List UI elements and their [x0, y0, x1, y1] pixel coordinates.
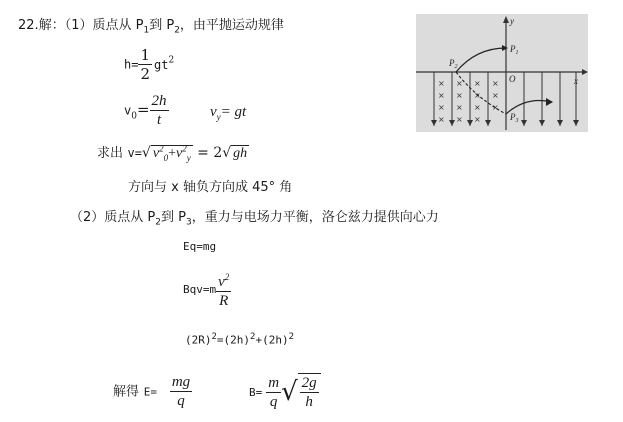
p1-velocity-arrow-icon	[502, 45, 508, 51]
y-axis-label: y	[510, 16, 514, 26]
equation-h: h= $\frac{1}{2}$ $gt^2$	[124, 46, 175, 83]
svg-text:×: ×	[438, 103, 445, 112]
part2-heading: （2）质点从 $P_2$到 $P_3$，重力与电场力平衡，洛仑兹力提供向心力	[70, 210, 439, 228]
svg-text:×: ×	[474, 91, 481, 100]
parabolic-trajectory	[456, 48, 506, 72]
field-diagram	[416, 14, 588, 132]
origin-label: O	[509, 74, 516, 84]
problem-number: 22.	[18, 18, 39, 33]
svg-text:×: ×	[438, 79, 445, 88]
magnetic-field-marks	[438, 79, 499, 124]
part1-heading: 22.解：（1）质点从 $P_1$到 $P_2$，由平抛运动规律	[18, 18, 284, 36]
x-axis-arrow-icon	[582, 69, 588, 75]
equation-b: B= $\frac{m}{q}$ √ $\frac{2g}{h}$	[249, 373, 321, 411]
equation-v0: $v_0=$ $\frac{2h}{t}$	[124, 93, 167, 128]
x-axis-label: x	[574, 76, 578, 86]
field-diagram-svg	[416, 14, 588, 132]
svg-text:×: ×	[492, 91, 499, 100]
svg-text:×: ×	[474, 79, 481, 88]
equation-geometry: $(2R)^2=(2h)^2+(2h)^2$	[185, 332, 295, 347]
direction-text: 方向与 x 轴负方向成 45° 角	[128, 180, 293, 195]
p3-label: $P_3$	[510, 112, 519, 124]
equation-bqv: Bqv=m $\frac{v^2}{R}$	[183, 268, 231, 310]
svg-text:×: ×	[492, 79, 499, 88]
svg-text:×: ×	[474, 115, 481, 124]
equation-v: 求出 v=√ $v^2_0+v^2_y = 2√$ gh	[97, 143, 248, 163]
svg-text:×: ×	[474, 103, 481, 112]
equation-eq-mg: Eq=mg	[183, 240, 217, 253]
svg-text:×: ×	[456, 91, 463, 100]
svg-text:×: ×	[438, 91, 445, 100]
y-axis-arrow-icon	[503, 16, 509, 23]
p2-label: $P_2$	[449, 58, 458, 70]
equation-vy: $v_y=$ gt	[210, 104, 247, 122]
svg-text:×: ×	[456, 79, 463, 88]
svg-text:×: ×	[456, 103, 463, 112]
p1-label: $P_1$	[510, 44, 519, 56]
svg-text:×: ×	[492, 103, 499, 112]
field-arrow-icons	[431, 120, 579, 126]
equation-e: 解得 E= $\frac{mg}{q}$	[113, 374, 191, 409]
svg-text:×: ×	[456, 115, 463, 124]
svg-text:×: ×	[438, 115, 445, 124]
p3-velocity-arrow-icon	[546, 98, 553, 106]
